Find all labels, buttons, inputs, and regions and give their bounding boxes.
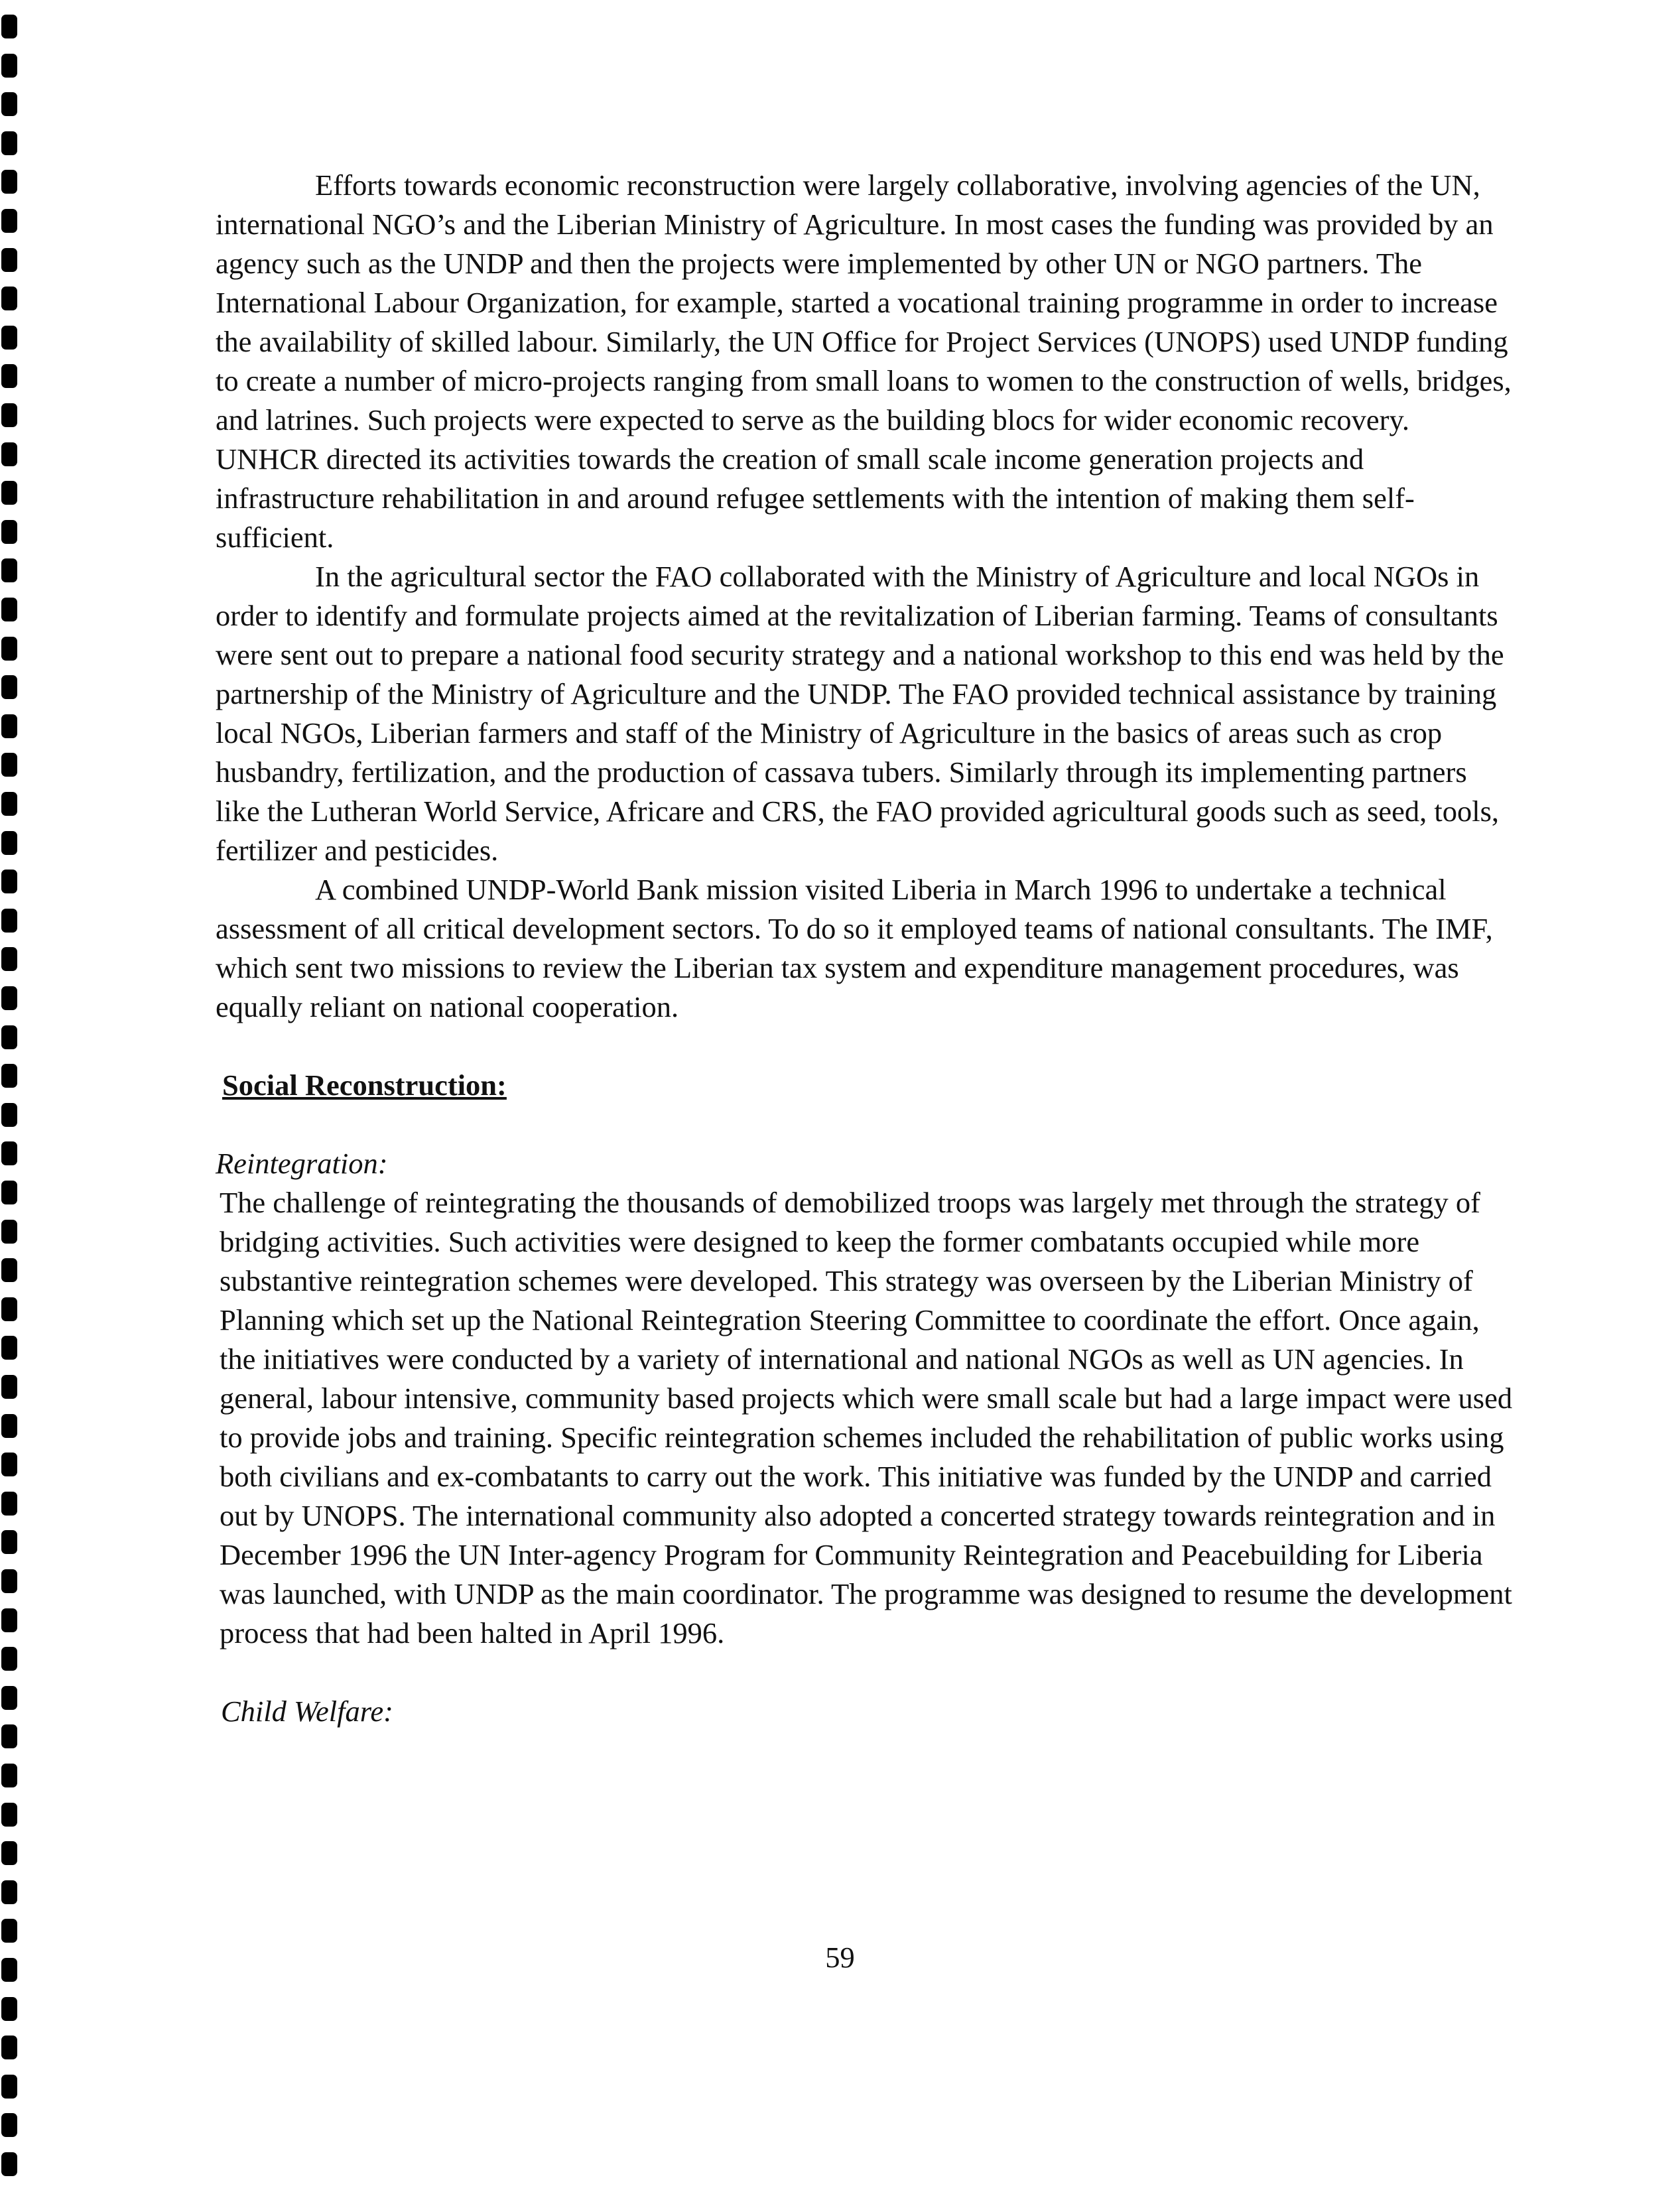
binder-hole (1, 1336, 17, 1360)
section-heading-social-reconstruction: Social Reconstruction: (222, 1068, 507, 1102)
binder-hole (1, 1997, 17, 2021)
binder-hole (1, 54, 17, 78)
subheading-child-welfare: Child Welfare: (221, 1695, 393, 1728)
binder-hole (1, 1880, 17, 1904)
binder-hole (1, 520, 17, 544)
binder-hole (1, 1103, 17, 1127)
paragraph-reintegration: The challenge of reintegrating the thousands of demobilized troops was largely met through the strategy of bridging activities. Such activities were designed to keep the former combatants occupied while more substantive reintegration schemes were developed. This strategy was overseen by the Liberian Ministry of Planning which set up the National Reintegration Steering Committee to coordinate the effort. Once again, the initiatives were conducted by a variety of international and national NGOs as well as UN agencies. In general, labour intensive, community based projects which were small scale but had a large impact were used to provide jobs and training. Specific reintegration schemes included the rehabilitation of public works using both civilians and ex-combatants to carry out the work. This initiative was funded by the UNDP and carried out by UNOPS. The international community also adopted a concerted strategy towards reintegration and in December 1996 the UN Inter-agency Program for Community Reintegration and Peacebuilding for Liberia was launched, with UNDP as the main coordinator. The programme was designed to resume the development process that had been halted in April 1996. (220, 1186, 1513, 1650)
binder-hole (1, 364, 17, 388)
binder-hole (1, 1841, 17, 1865)
binder-hole (1, 637, 17, 661)
binder-hole (1, 1647, 17, 1671)
spacer (216, 1027, 1516, 1066)
binder-hole (1, 92, 17, 116)
binder-hole (1, 248, 17, 272)
binder-hole (1, 714, 17, 738)
binder-hole (1, 598, 17, 621)
paragraph-undp-world-bank-mission: A combined UNDP-World Bank mission visited Liberia in March 1996 to undertake a technical assessment of all critical development sectors. To do so it employed teams of national consultants. The IMF, which sent two missions to review the Liberian tax system and expenditure management procedures, was equally reliant on national cooperation. (216, 873, 1493, 1023)
binder-hole (1, 1297, 17, 1321)
binder-hole (1, 1919, 17, 1943)
binder-hole (1, 1141, 17, 1165)
spacer (216, 1653, 1516, 1692)
binder-hole (1, 1608, 17, 1632)
binder-hole (1, 1764, 17, 1787)
binder-hole (1, 170, 17, 194)
binder-hole (1, 287, 17, 310)
binder-hole (1, 1025, 17, 1049)
binder-hole (1, 2152, 17, 2176)
binder-hole (1, 131, 17, 155)
binder-hole (1, 909, 17, 933)
binder-hole (1, 15, 17, 38)
binder-hole (1, 1375, 17, 1399)
binder-hole (1, 1492, 17, 1516)
binder-hole (1, 831, 17, 855)
binder-hole (1, 1220, 17, 1244)
binder-hole (1, 1258, 17, 1282)
binder-hole (1, 1181, 17, 1204)
binder-hole (1, 1803, 17, 1827)
binder-hole (1, 1453, 17, 1476)
binder-hole (1, 1414, 17, 1438)
binder-hole (1, 753, 17, 777)
binder-hole (1, 1530, 17, 1554)
paragraph-agricultural-sector: In the agricultural sector the FAO collaborated with the Ministry of Agriculture and local NGOs in order to identify and formulate projects aimed at the revitalization of Liberian farming. Teams of consultants were sent out to prepare a national food security strategy and a national workshop to this end was held by the partnership of the Ministry of Agriculture and the UNDP. The FAO provided technical assistance by training local NGOs, Liberian farmers and staff of the Ministry of Agriculture in the basics of areas such as crop husbandry, fertilization, and the production of cassava tubers. Similarly through its implementing partners like the Lutheran World Service, Africare and CRS, the FAO provided agricultural goods such as seed, tools, fertilizer and pesticides. (216, 560, 1504, 867)
binder-hole (1, 326, 17, 350)
binder-hole (1, 2113, 17, 2137)
page-number: 59 (825, 1941, 855, 1974)
binder-hole (1, 870, 17, 893)
binder-hole (1, 947, 17, 971)
binder-hole (1, 2036, 17, 2059)
binder-hole (1, 1064, 17, 1088)
binder-hole (1, 209, 17, 233)
paragraph-economic-collaboration: Efforts towards economic reconstruction were largely collaborative, involving agencies of the UN, international NGO’s and the Liberian Ministry of Agriculture. In most cases the funding was provided by an agency such as the UNDP and then the projects were implemented by other UN or NGO partners. The International Labour Organization, for example, started a vocational training programme in order to increase the availability of skilled labour. Similarly, the UN Office for Project Services (UNOPS) used UNDP funding to create a number of micro-projects ranging from small loans to women to the construction of wells, bridges, and latrines. Such projects were expected to serve as the building blocs for wider economic recovery. UNHCR directed its activities towards the creation of small scale income generation projects and infrastructure rehabilitation in and around refugee settlements with the intention of making them self-sufficient. (216, 168, 1512, 554)
binder-holes (0, 0, 27, 2200)
binder-hole (1, 481, 17, 505)
binder-hole (1, 2075, 17, 2099)
document-page (216, 166, 1516, 1731)
spacer (216, 1105, 1516, 1144)
binder-hole (1, 792, 17, 816)
binder-hole (1, 986, 17, 1010)
binder-hole (1, 1724, 17, 1748)
binder-hole (1, 1569, 17, 1593)
binder-hole (1, 675, 17, 699)
binder-hole (1, 558, 17, 582)
binder-hole (1, 1686, 17, 1710)
subheading-reintegration: Reintegration: (216, 1147, 388, 1180)
binder-hole (1, 403, 17, 427)
binder-hole (1, 442, 17, 466)
